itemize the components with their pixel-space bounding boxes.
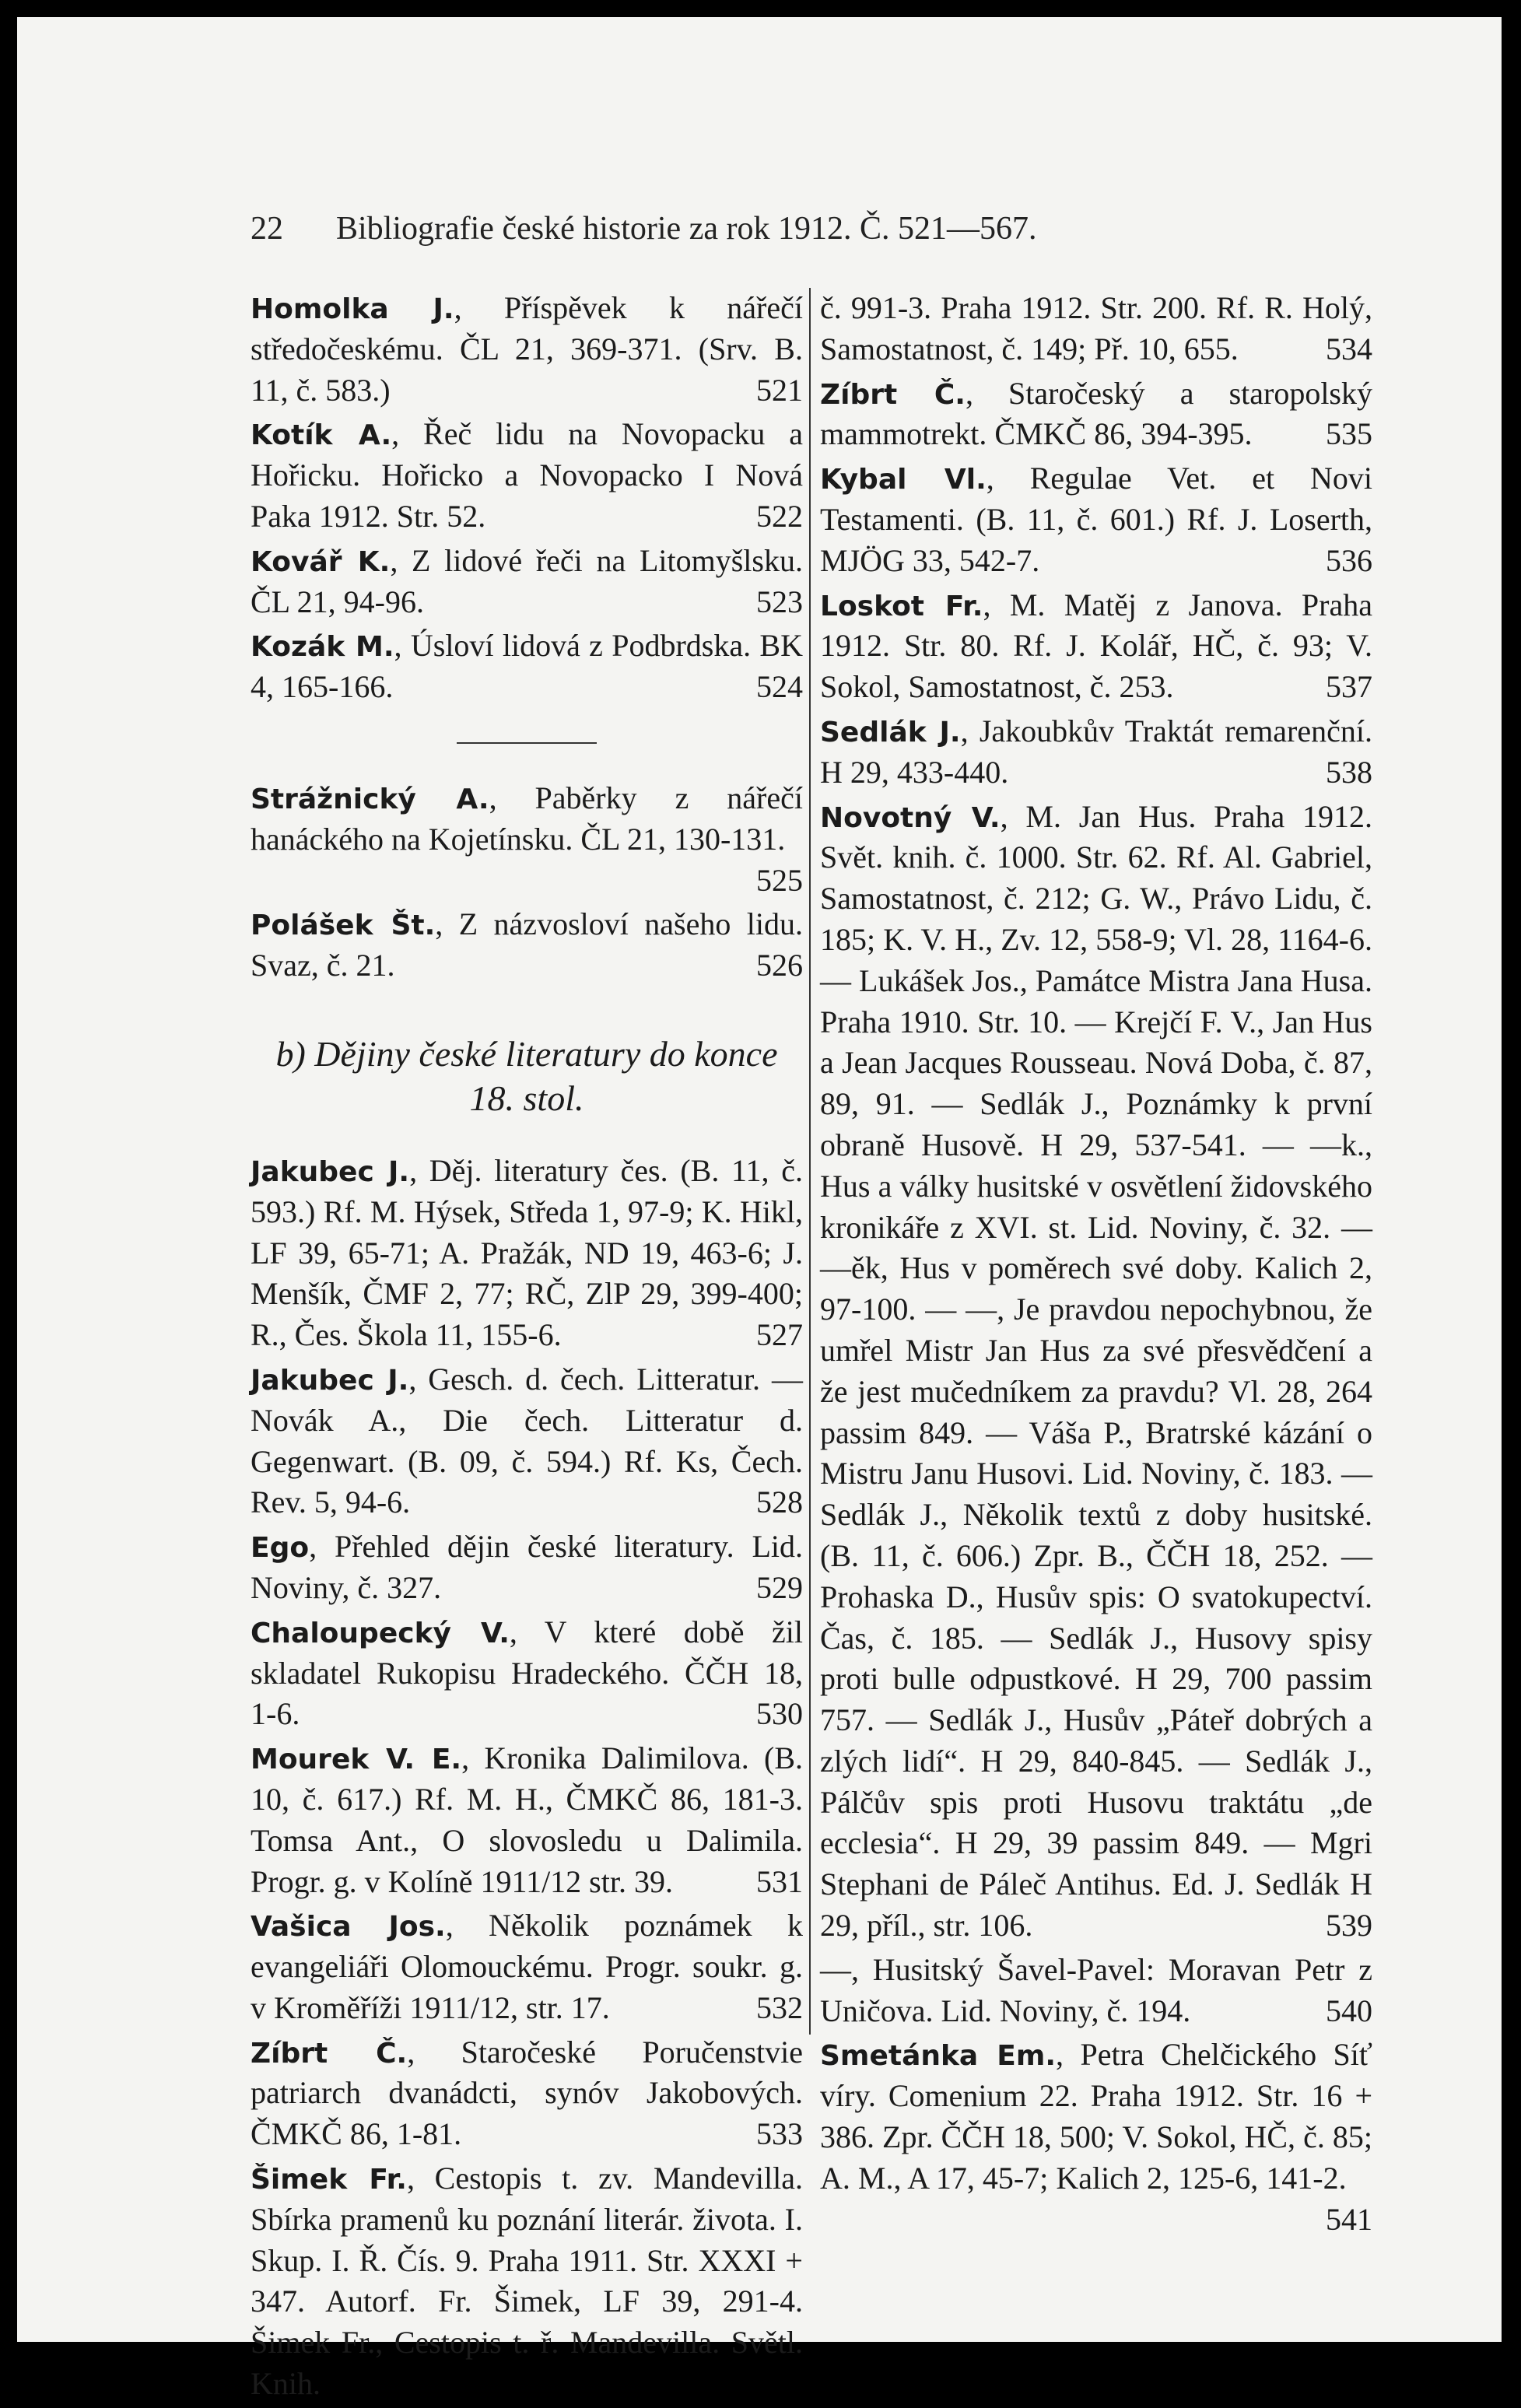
entry-number: 535 xyxy=(1326,416,1372,452)
entry-text: , V které době žil skladatel Rukopisu Hradeckého. ČČH 18, 1-6. xyxy=(251,1614,803,1732)
entry-author: Jakubec J. xyxy=(251,1364,409,1397)
entry-group-dialects-2 xyxy=(251,778,803,987)
entry-number: 528 xyxy=(756,1484,803,1520)
section-heading: b) Dějiny české literatury do konce 18. stol. xyxy=(275,1033,778,1119)
entry-group-literature xyxy=(251,1151,803,2405)
entry-text: č. 991-3. Praha 1912. Str. 200. Rf. R. Holý, Samostatnost, č. 149; Př. 10, 655. xyxy=(820,290,1372,366)
bibliography-entry xyxy=(820,2035,1372,2240)
entry-text: , Paběrky z nářečí hanáckého na Kojetínsku. ČL 21, 130-131. xyxy=(251,780,803,857)
bibliography-entry xyxy=(820,797,1372,1947)
entry-text: , Z názvosloví našeho lidu. Svaz, č. 21. xyxy=(251,906,803,983)
entry-author: Kovář K. xyxy=(251,545,391,578)
entry-author: Ego xyxy=(251,1532,310,1565)
entry-text: , M. Matěj z Janova. Praha 1912. Str. 80. Rf. J. Kolář, HČ, č. 93; V. Sokol, Samostatnost, č. 253. xyxy=(820,587,1372,705)
entry-number: 521 xyxy=(756,372,803,408)
entry-text: , Regulae Vet. et Novi Testamenti. (B. 11, č. 601.) Rf. J. Loserth, MJÖG 33, 542-7. xyxy=(820,461,1372,578)
entry-number: 541 xyxy=(1326,2201,1372,2237)
bibliography-entry xyxy=(820,711,1372,794)
entry-number: 532 xyxy=(756,1989,803,2025)
separator-rule xyxy=(457,742,597,744)
bibliography-entry xyxy=(251,1151,803,1356)
entry-group-dialects xyxy=(251,288,803,708)
right-column xyxy=(820,288,1372,2243)
entry-author: Sedlák J. xyxy=(820,716,961,748)
entry-text: , Úsloví lidová z Podbrdska. BK 4, 165-166. xyxy=(251,628,804,705)
bibliography-entry xyxy=(251,1905,803,2028)
bibliography-entry xyxy=(820,373,1372,456)
entry-author: Novotný V. xyxy=(820,801,1001,834)
entry-author: Chaloupecký V. xyxy=(251,1617,510,1649)
entry-text: , Staročeský a staropolský mammotrekt. ČMKČ 86, 394-395. xyxy=(820,375,1372,452)
entry-number: 539 xyxy=(1326,1908,1372,1944)
bibliography-entry xyxy=(251,2158,803,2405)
entry-number: 526 xyxy=(756,948,803,983)
entry-number: 523 xyxy=(756,584,803,619)
entry-number: 522 xyxy=(756,498,803,534)
entry-author: Zíbrt Č. xyxy=(251,2037,408,2070)
entry-author: Smetánka Em. xyxy=(820,2040,1057,2073)
entry-number: 540 xyxy=(1326,1993,1372,2028)
bibliography-entry xyxy=(820,1950,1372,2032)
left-column xyxy=(251,288,803,2408)
running-header xyxy=(251,210,1231,247)
entry-author: Šimek Fr. xyxy=(251,2164,407,2196)
bibliography-entry xyxy=(251,1359,803,1523)
entry-text: , Petra Chelčického Síť víry. Comenium 22. Praha 1912. Str. 16 + 386. Zpr. ČČH 18, 500; V. Sokol, HČ, č. 85; A. M., A 17, 45-7; Kalich 2, 125-6, 141-2. xyxy=(820,2037,1372,2196)
entry-author: Kozák M. xyxy=(251,631,394,664)
entry-author: Jakubec J. xyxy=(251,1155,410,1188)
bibliography-entry xyxy=(251,2032,803,2155)
entry-text: , Přehled dějin české literatury. Lid. Noviny, č. 327. xyxy=(251,1529,803,1605)
page-number: 22 xyxy=(251,211,283,247)
entry-number: 537 xyxy=(1326,669,1372,705)
running-title: Bibliografie české historie za rok 1912. Č. 521—567. xyxy=(336,211,1037,247)
bibliography-entry xyxy=(251,288,803,411)
entry-number: 536 xyxy=(1326,542,1372,578)
entry-author: Strážnický A. xyxy=(251,783,489,815)
entry-number: 533 xyxy=(756,2116,803,2152)
entry-text: , Gesch. d. čech. Litteratur. — Novák A., Die čech. Litteratur d. Gegenwart. (B. 09, č. 594.) Rf. Ks, Čech. Rev. 5, 94-6. xyxy=(251,1361,803,1520)
bibliography-entry xyxy=(251,904,803,987)
bibliography-entry xyxy=(820,458,1372,581)
entry-text: , Řeč lidu na Novopacku a Hořicku. Hořicko a Novopacko I Nová Paka 1912. Str. 52. xyxy=(251,416,803,534)
entry-author: Zíbrt Č. xyxy=(820,378,966,411)
entry-number: 531 xyxy=(756,1863,803,1899)
bibliography-entry xyxy=(251,1612,803,1735)
bibliography-entry xyxy=(820,288,1372,370)
entry-author: Mourek V. E. xyxy=(251,1744,462,1776)
bibliography-entry xyxy=(251,541,803,623)
bibliography-entry xyxy=(251,1738,803,1902)
entry-text: , Děj. literatury čes. (B. 11, č. 593.) Rf. M. Hýsek, Středa 1, 97-9; K. Hikl, LF 39, 65-71; A. Pražák, ND 19, 463-6; J. Menšík, ČMF 2, 77; RČ, ZlP 29, 399-400; R., Čes. Škola 11, 155-6. xyxy=(251,1152,803,1353)
entry-text: , Z lidové řeči na Litomyšlsku. ČL 21, 94-96. xyxy=(251,542,803,619)
bibliography-entry xyxy=(251,778,803,901)
entry-author: Polášek Št. xyxy=(251,910,436,942)
entry-number: 527 xyxy=(756,1317,803,1353)
entry-author: Kybal Vl. xyxy=(820,464,987,496)
bibliography-entry xyxy=(251,626,803,708)
entry-author: Homolka J. xyxy=(251,293,454,325)
entry-author: Kotík A. xyxy=(251,419,392,452)
entry-text: , M. Jan Hus. Praha 1912. Svět. knih. č. 1000. Str. 62. Rf. Al. Gabriel, Samostatnost, č. 212; G. W., Právo Lidu, č. 185; K. V. H., Zv. 12, 558-9; Vl. 28, 1164-6. — Lukášek Jos., Památce Mistra Jana Husa. Praha 1910. Str. 10. — Krejčí F. V., Jan Hus a Jean Jacques Rousseau. Nová Doba, č. 87, 89, 91. — Sedlák J., Poznámky k první obraně Husově. H 29, 537-541. — —k., Hus a války husitské v osvětlení židovského kronikáře z XVI. st. Lid. Noviny, č. 32. — —ěk, Hus v poměrech své doby. Kalich 2, 97-100. — —, Je pravdou nepochybnou, že umřel Mistr Jan Hus za své přesvědčení a že jest mučedníkem za pravdu? Vl. 28, 264 passim 849. — Váša P., Bratrské kázání o Mistru Janu Husovi. Lid. Noviny, č. 183. — Sedlák J., Několik textů z doby husitské. (B. 11, č. 606.) Zpr. B., ČČH 18, 252. — Prohaska D., Husův spis: O svatokupectví. Čas, č. 185. — Sedlák J., Husovy spisy proti bulle odpustkové. H 29, 700 passim 757. — Sedlák J., Husův „Páteř dobrých a zlých lidí“. H 29, 840-845. — Sedlák J., Pálčův spis proti Husovu traktátu „de ecclesia“. H 29, 39 passim 849. — Mgri Stephani de Páleč Antihus. Ed. J. Sedlák H 29, příl., str. 106. xyxy=(820,798,1372,1944)
bibliography-entry xyxy=(251,414,803,537)
bibliography-entry xyxy=(820,585,1372,708)
entry-number: 524 xyxy=(756,669,803,705)
entry-text: , Jakoubkův Traktát remarenční. H 29, 433-440. xyxy=(820,713,1372,790)
column-divider xyxy=(809,288,811,2035)
entry-text: , Několik poznámek k evangeliáři Olomouckému. Progr. soukr. g. v Kroměříži 1911/12, str. 17. xyxy=(251,1908,803,2025)
entry-number: 529 xyxy=(756,1569,803,1605)
entry-text: , Staročeské Poručenstvie patriarch dvanádcti, synóv Jakobových. ČMKČ 86, 1-81. xyxy=(251,2034,803,2152)
entry-author: Vašica Jos. xyxy=(251,1911,446,1944)
entry-group-right xyxy=(820,288,1372,2240)
entry-number: 530 xyxy=(756,1696,803,1732)
bibliography-entry xyxy=(251,1526,803,1609)
entry-text: , Kronika Dalimilova. (B. 10, č. 617.) Rf. M. H., ČMKČ 86, 181-3. Tomsa Ant., O slovosledu u Dalimila. Progr. g. v Kolíně 1911/12 str. 39. xyxy=(251,1740,803,1899)
entry-author: Loskot Fr. xyxy=(820,590,983,622)
entry-text: , Cestopis t. zv. Mandevilla. Sbírka pramenů ku poznání literár. života. I. Skup. I. Ř. Čís. 9. Praha 1911. Str. XXXI + 347. Autorf. Fr. Šimek, LF 39, 291-4. Šimek Fr., Cestopis t. ř. Mandevilla. Světl. Knih. xyxy=(251,2161,803,2402)
entry-number: 534 xyxy=(1326,331,1372,366)
entry-text: , Příspěvek k nářečí středočeskému. ČL 21, 369-371. (Srv. B. 11, č. 583.) xyxy=(251,290,803,408)
entry-number: 538 xyxy=(1326,754,1372,790)
entry-text: —, Husitský Šavel-Pavel: Moravan Petr z Uničova. Lid. Noviny, č. 194. xyxy=(820,1951,1372,2028)
entry-number: 525 xyxy=(756,862,803,898)
